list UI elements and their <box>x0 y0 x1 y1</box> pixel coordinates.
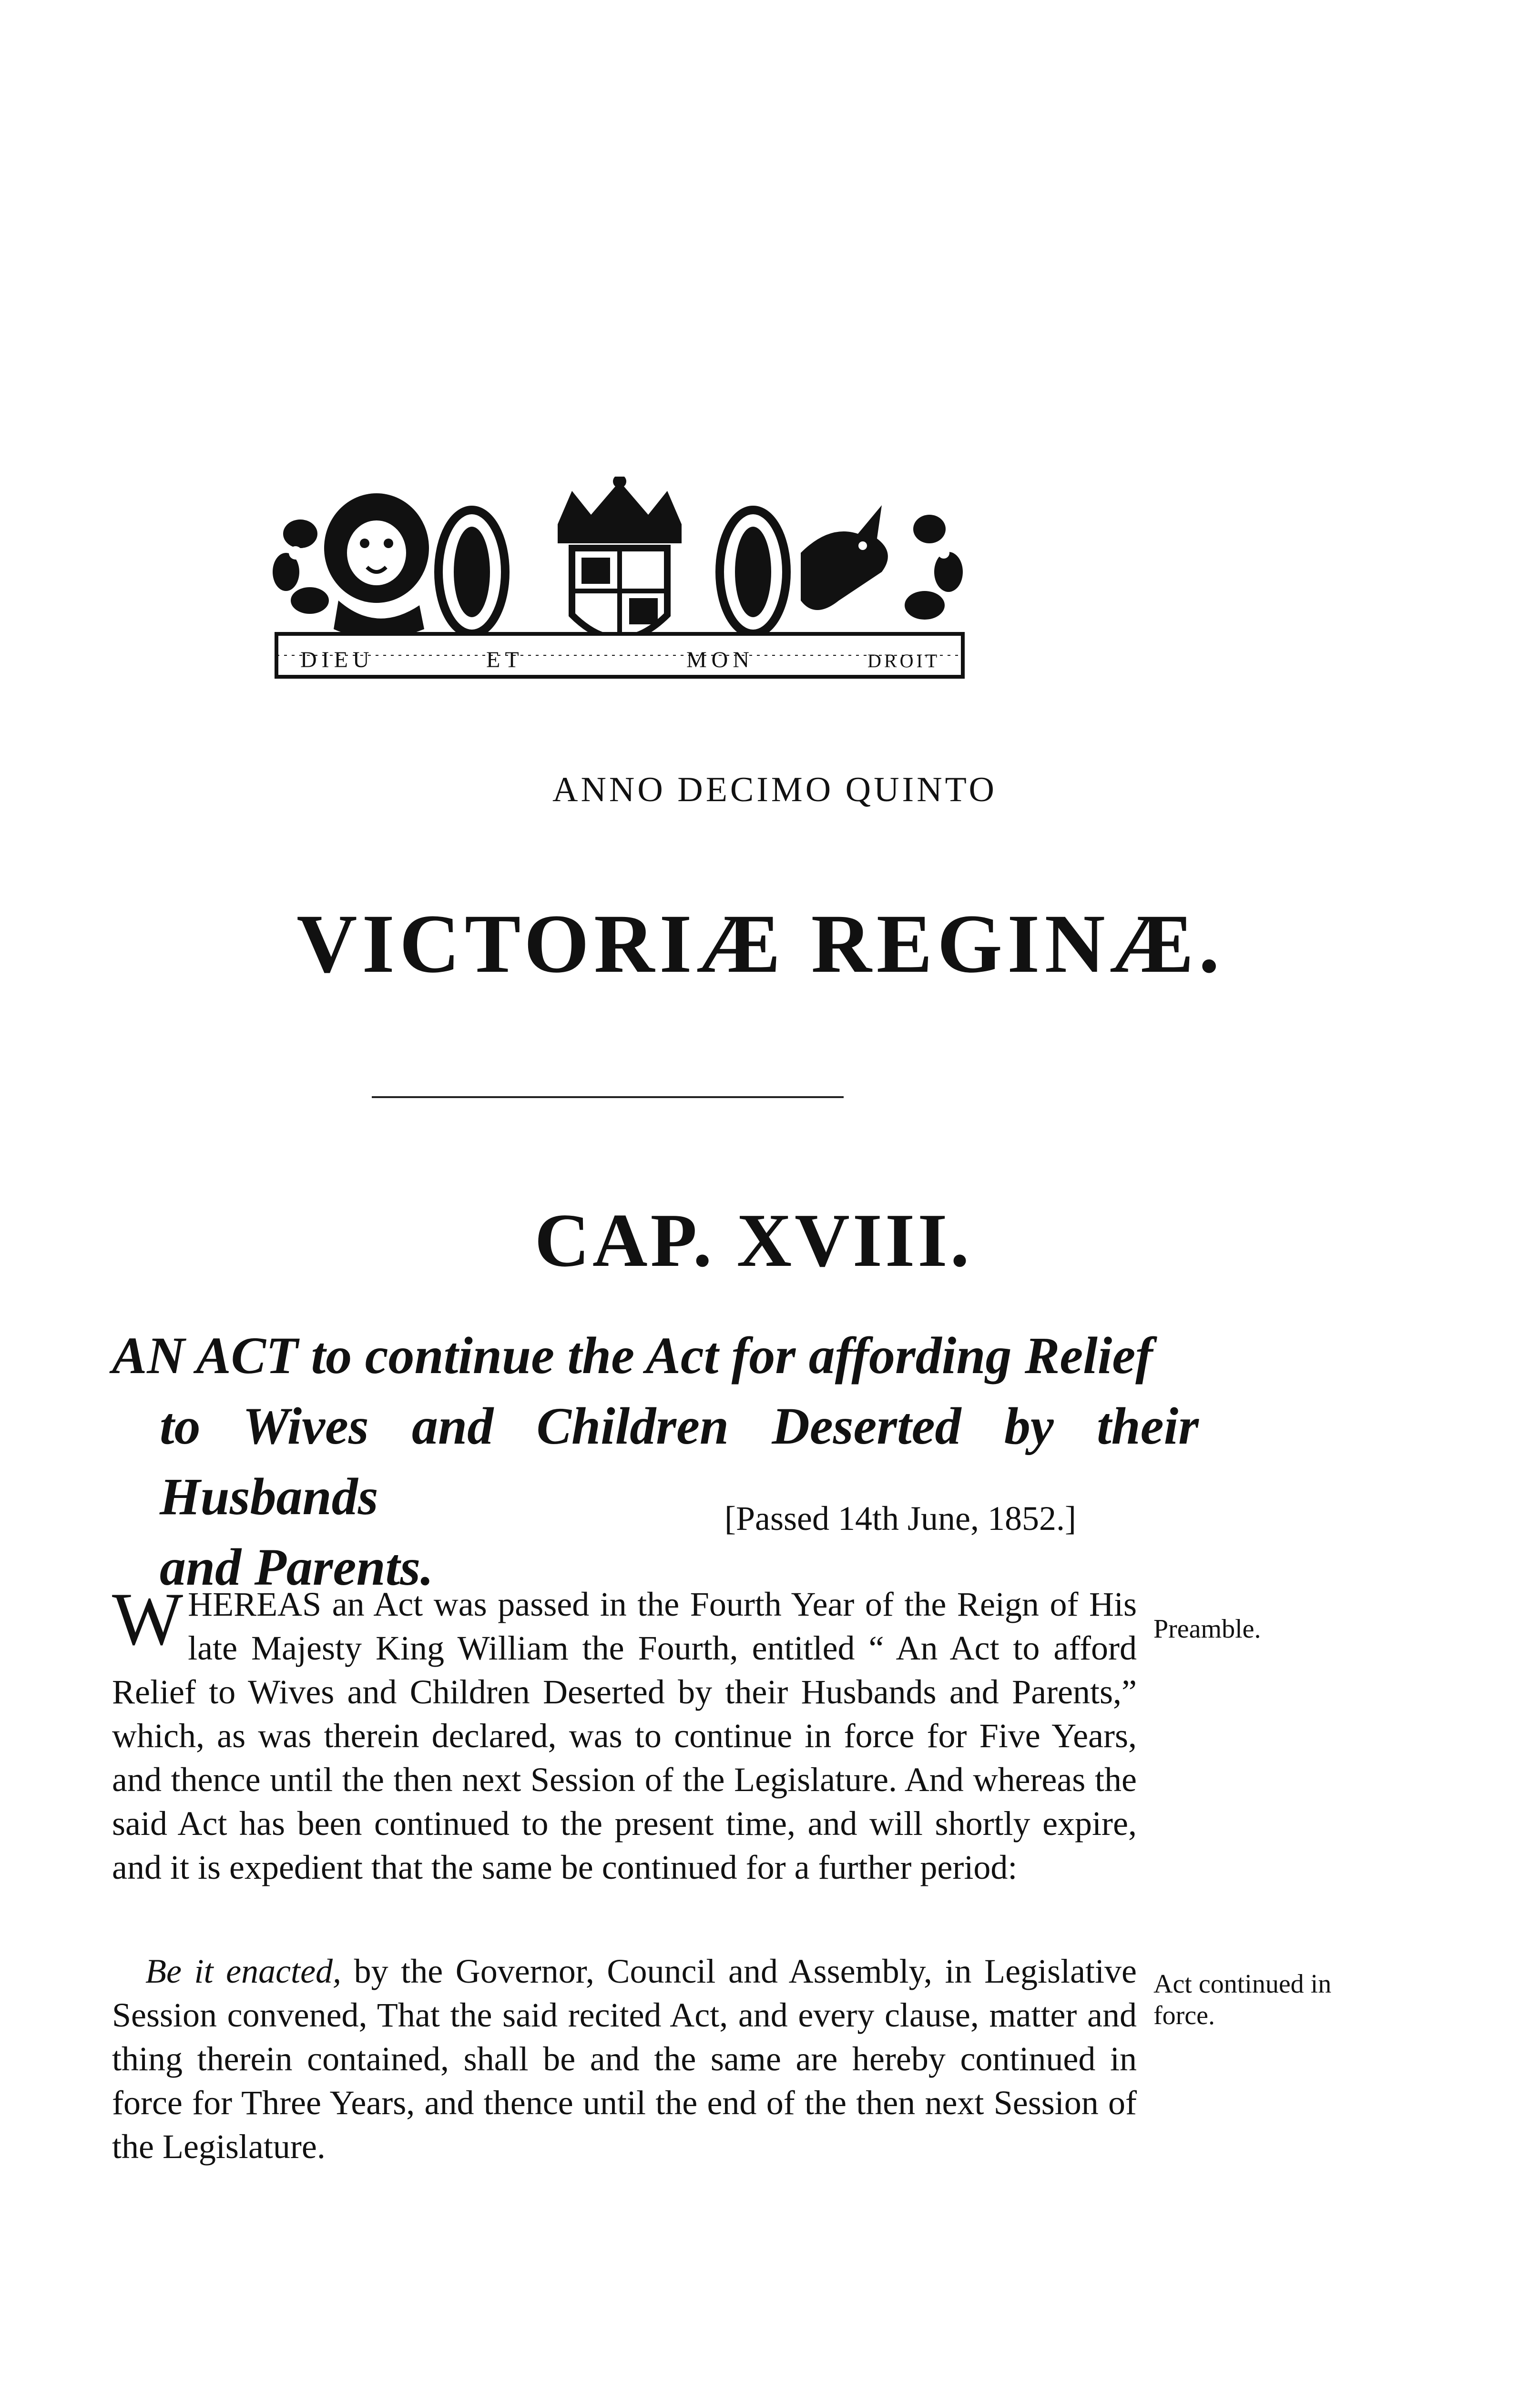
motto-right-text: DROIT <box>867 650 940 672</box>
enacting-text: by the Governor, Council and Assembly, in Legislative Session convened, That the said recited Act, and every clause, matter and thing therein contained, shall be and the same are hereby continued in force for Three Years, and thence until the end of the then next Session of the Legislature. <box>112 1952 1137 2166</box>
regnal-year-heading: ANNO DECIMO QUINTO <box>552 770 997 809</box>
passed-date: [Passed 14th June, 1852.] <box>724 1499 1076 1538</box>
preamble-paragraph <box>112 1578 1137 1889</box>
act-title <box>112 1320 1199 1602</box>
enacting-lead: Be it enacted, <box>145 1952 342 1990</box>
sovereign-heading: VICTORIÆ REGINÆ. <box>296 897 1224 990</box>
motto-ribbon <box>276 634 963 677</box>
margin-note-preamble: Preamble. <box>1153 1614 1261 1644</box>
drop-cap: W <box>112 1578 184 1661</box>
right-foliage <box>905 515 963 620</box>
enacting-paragraph <box>112 1949 1137 2169</box>
royal-arms-emblem <box>267 477 972 686</box>
crown <box>558 477 682 543</box>
divider-rule <box>372 1096 844 1098</box>
motto-left-text: DIEU <box>300 647 374 672</box>
motto-middle-text-2: MON <box>686 647 755 672</box>
preamble-text: HEREAS an Act was passed in the Fourth Year of the Reign of His late Majesty King William the Fourth, entitled “ An Act to afford Relief to Wives and Children Deserted by their Husbands and Parents,” which, as was therein declared, was to continue in force for Five Years, and thence until the then next Session of the Legislature. And whereas the said Act has been continued to the present time, and will shortly expire, and it is expedient that the same be continued for a further period: <box>112 1585 1137 1886</box>
unicorn-supporter <box>801 505 888 610</box>
garter-left <box>439 510 505 634</box>
act-title-line-1: AN ACT to continue the Act for affording Relief <box>112 1326 1153 1385</box>
lion-supporter <box>324 493 429 639</box>
act-title-line-3: and Parents. <box>160 1538 434 1596</box>
margin-note-act-continued: Act continued in force. <box>1153 1969 1332 2030</box>
motto-middle-text-1: ET <box>486 647 524 672</box>
garter-right <box>720 510 786 634</box>
left-foliage <box>273 519 329 614</box>
chapter-number: CAP. XVIII. <box>534 1198 972 1283</box>
act-title-line-2: to Wives and Children Deserted by their Husbands <box>160 1397 1199 1526</box>
